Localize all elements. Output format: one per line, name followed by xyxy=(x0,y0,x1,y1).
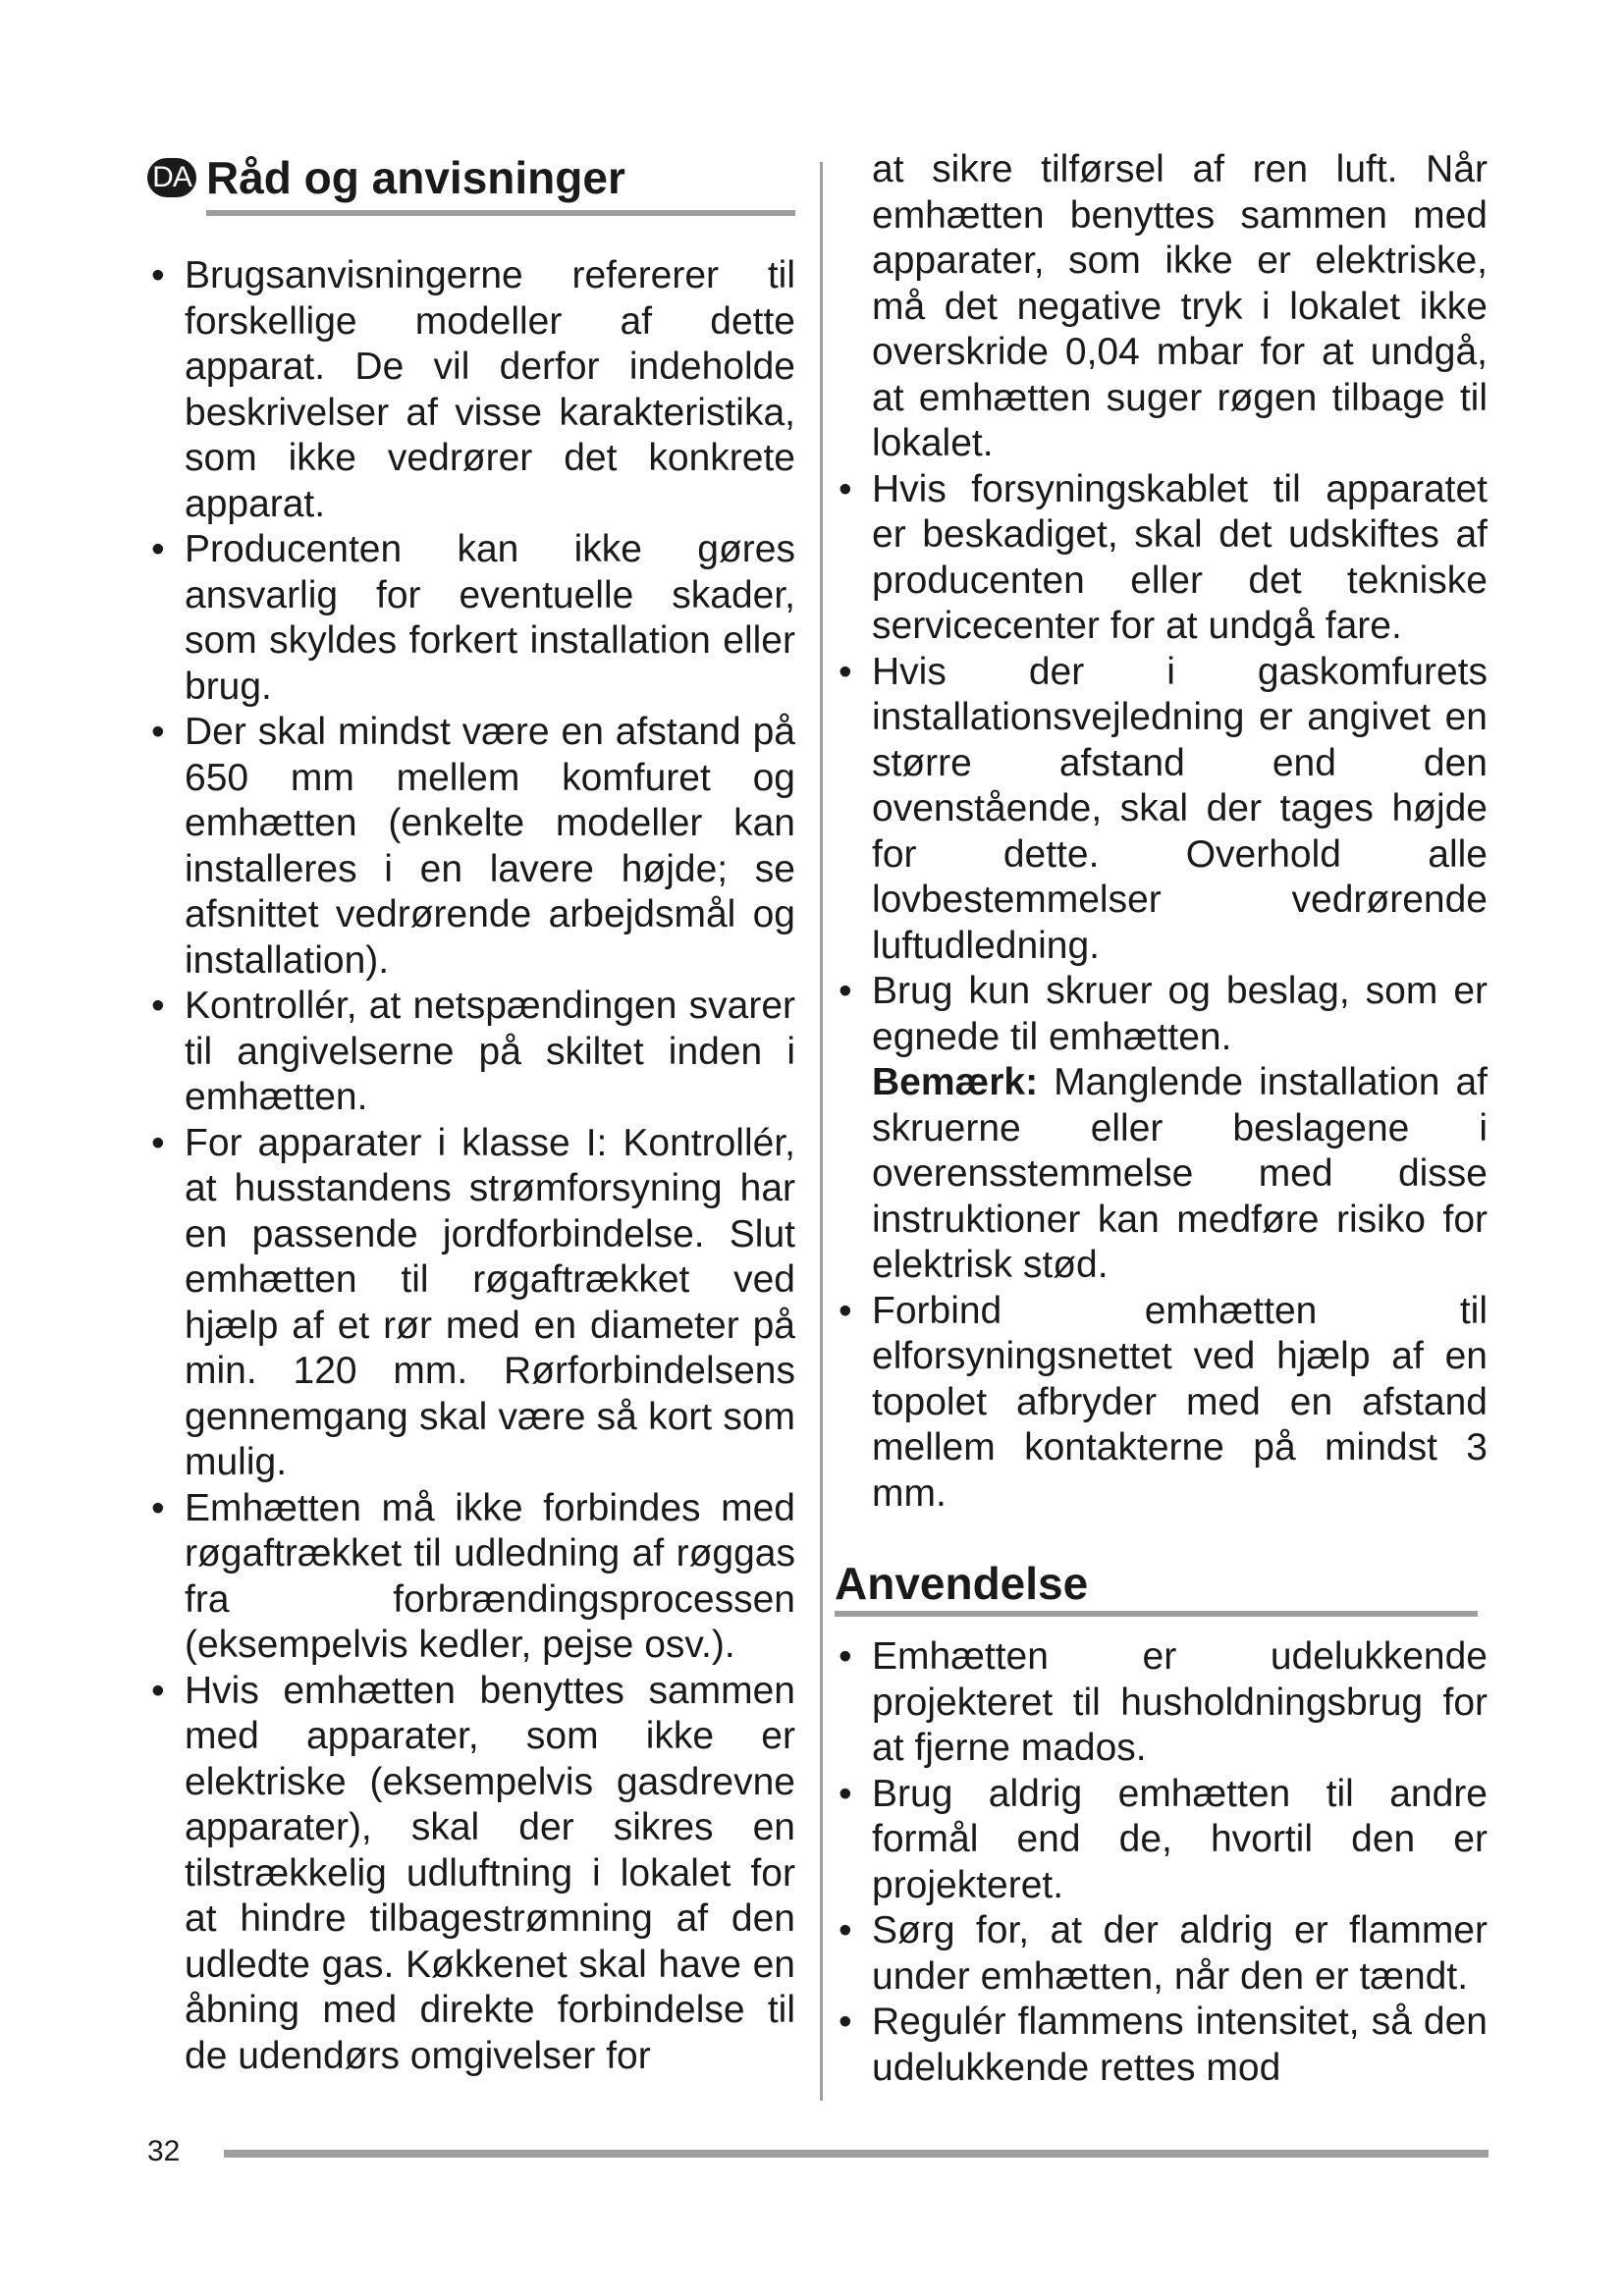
usage-list xyxy=(835,1634,1488,2091)
language-badge: DA xyxy=(147,158,196,197)
bullet-icon: • xyxy=(839,467,852,510)
section-title: Råd og anvisninger xyxy=(206,152,625,203)
list-item: • Brug aldrig emhætten til andre formål end de, hvortil den er projekteret. xyxy=(839,1772,1488,1906)
bullet-icon: • xyxy=(839,1772,852,1815)
bullet-icon: • xyxy=(151,1486,165,1529)
note-text: Manglende installation af skruerne eller beslagene i overensstemmelse med disse instruktioner kan medføre risiko for elektrisk stød. xyxy=(872,1061,1488,1286)
usage-title-rule xyxy=(835,1611,1478,1617)
left-column xyxy=(147,147,795,2079)
list-item: • Emhætten er udelukkende projekteret til husholdningsbrug for at fjerne mados. xyxy=(839,1635,1488,1769)
usage-title: Anvendelse xyxy=(835,1558,1089,1609)
continued-paragraph: at sikre tilførsel af ren luft. Når emhætten benyttes sammen med apparater, som ikke er elektriske, må det negative tryk i lokalet ikke overskride 0,04 mbar for at undgå, at emhætten suger røgen tilbage til lokalet. xyxy=(872,148,1488,464)
list-item: • Hvis der i gaskomfurets installationsvejledning er angivet en større afstand end den ovenstående, skal der tages højde for dette. Overhold alle lovbestemmelser vedrørende luftudledning. xyxy=(839,650,1488,967)
right-column xyxy=(835,147,1488,2091)
bullet-icon: • xyxy=(839,970,852,1012)
bullet-icon: • xyxy=(151,1121,165,1164)
bullet-icon: • xyxy=(839,2001,852,2043)
bullet-icon: • xyxy=(839,1289,852,1332)
bullet-icon: • xyxy=(151,711,165,753)
note-paragraph xyxy=(835,1060,1488,1289)
section-heading xyxy=(147,147,795,208)
column-divider xyxy=(820,162,823,2101)
list-item: • Hvis forsyningskablet til apparatet er beskadiget, skal det udskiftes af producenten eller det tekniske servicecenter for at undgå fare. xyxy=(839,467,1488,647)
list-item: • Regulér flammens intensitet, så den udelukkende rettes mod xyxy=(839,2001,1488,2089)
list-item: • Emhætten må ikke forbindes med røgaftrækket til udledning af røggas fra forbrændingsprocessen (eksempelvis kedler, pejse osv.). xyxy=(151,1486,795,1666)
footer-rule xyxy=(224,2150,1489,2158)
bullet-icon: • xyxy=(839,650,852,693)
list-item: • Brugsanvisningerne refererer til forskellige modeller af dette apparat. De vil derfor indeholde beskrivelser af visse karakteristika, som ikke vedrører det konkrete apparat. xyxy=(151,254,795,525)
bullet-icon: • xyxy=(151,528,165,570)
list-item: • Producenten kan ikke gøres ansvarlig for eventuelle skader, som skyldes forkert installation eller brug. xyxy=(151,528,795,708)
usage-section xyxy=(835,1558,1488,2091)
list-item: • Der skal mindst være en afstand på 650 mm mellem komfuret og emhætten (enkelte modeller kan installeres i en lavere højde; se afsnittet vedrørende arbejdsmål og installation). xyxy=(151,711,795,982)
list-item: • For apparater i klasse I: Kontrollér, at husstandens strømforsyning har en passende jordforbindelse. Slut emhætten til røgaftrækket ved hjælp af et rør med en diameter på min. 120 mm. Rørforbindelsens gennemgang skal være så kort som mulig. xyxy=(151,1121,795,1483)
list-item: • Sørg for, at der aldrig er flammer under emhætten, når den er tændt. xyxy=(839,1909,1488,1998)
list-item: • Brug kun skruer og beslag, som er egnede til emhætten. xyxy=(839,970,1488,1058)
safety-list-continued xyxy=(835,467,1488,1061)
safety-list xyxy=(147,253,795,2079)
title-rule xyxy=(206,210,795,216)
list-item: • Kontrollér, at netspændingen svarer til angivelserne på skiltet inden i emhætten. xyxy=(151,985,795,1118)
bullet-icon: • xyxy=(151,985,165,1027)
safety-list-after-note xyxy=(835,1289,1488,1518)
page-number: 32 xyxy=(147,2135,181,2167)
bullet-icon: • xyxy=(151,1669,165,1712)
note-label: Bemærk: xyxy=(872,1061,1039,1103)
bullet-icon: • xyxy=(839,1909,852,1951)
bullet-icon: • xyxy=(839,1635,852,1678)
list-item: • Forbind emhætten til elforsyningsnettet ved hjælp af en topolet afbryder med en afstand mellem kontakterne på mindst 3 mm. xyxy=(839,1289,1488,1515)
list-item: • Hvis emhætten benyttes sammen med apparater, som ikke er elektriske (eksempelvis gasdrevne apparater), skal der sikres en tilstrækkelig udluftning i lokalet for at hindre tilbagestrømning af den udledte gas. Køkkenet skal have en åbning med direkte forbindelse til de udendørs omgivelser for xyxy=(151,1669,795,2077)
bullet-icon: • xyxy=(151,254,165,296)
